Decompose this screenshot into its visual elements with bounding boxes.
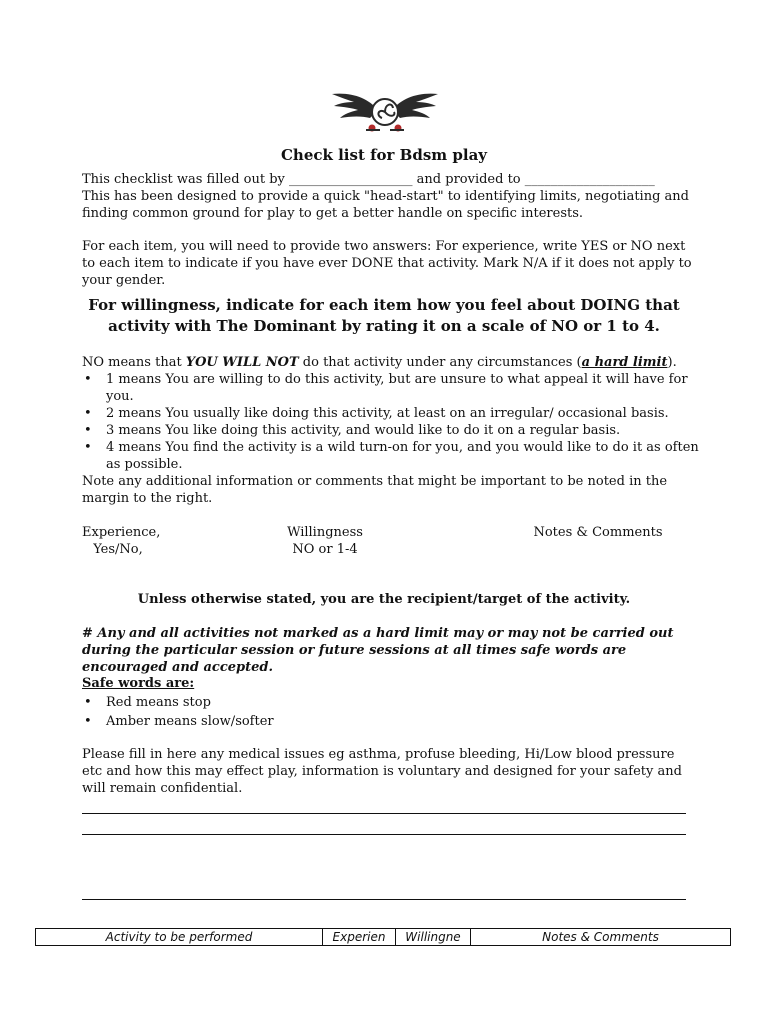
answers-paragraph: For each item, you will need to provide two answers: For experience, write YES or NO next to each item to indicate if you have ever DONE that activity. Mark N/A if it does not apply to your gender. [82, 239, 692, 288]
experience-header-cell: Experien [323, 929, 396, 945]
list-item: • Red means stop [106, 693, 716, 712]
scale-list [82, 371, 716, 473]
willingness-column-label [280, 524, 370, 558]
activity-table-header [35, 928, 731, 946]
list-item: • Amber means slow/softer [106, 712, 716, 731]
medical-answer-line[interactable] [82, 899, 686, 900]
safe-words-list [82, 693, 716, 731]
no-means-text: ). [667, 355, 677, 370]
medical-answer-line[interactable] [82, 813, 686, 814]
experience-column-label [82, 524, 161, 558]
hard-limit-term: a hard limit [581, 355, 668, 370]
intro-text: and provided to [412, 172, 525, 187]
column-label-line: Yes/No, [93, 542, 143, 557]
column-label-line: Experience, [82, 525, 161, 540]
filled-by-blank[interactable]: ___________________ [289, 172, 413, 187]
list-item: • 1 means You are willing to do this activity, but are unsure to what appeal it will have for you. [106, 371, 716, 405]
recipient-line: Unless otherwise stated, you are the recipient/target of the activity. [137, 592, 631, 607]
activity-header-cell: Activity to be performed [36, 929, 323, 945]
note-paragraph: Note any additional information or comments that might be important to be noted in the margin to the right. [82, 474, 668, 506]
no-means-line [82, 354, 692, 371]
notes-column-label: Notes & Comments [533, 525, 663, 540]
winged-triskelion-logo [330, 88, 440, 138]
medical-answer-line[interactable] [82, 834, 686, 835]
column-label-line: NO or 1-4 [292, 542, 358, 557]
medical-paragraph: Please fill in here any medical issues eg asthma, profuse bleeding, Hi/Low blood pressure etc and how this may effect play, information is voluntary and designed for your safety and will remain confidential. [82, 747, 682, 796]
hard-limit-note: # Any and all activities not marked as a hard limit may or may not be carried out during the particular session or future sessions at all times safe words are encouraged and accepted. [82, 626, 674, 675]
willingness-paragraph: For willingness, indicate for each item how you feel about DOING that activity with The Dominant by rating it on a scale of NO or 1 to 4. [88, 296, 680, 335]
notes-header-cell: Notes & Comments [542, 930, 659, 944]
list-item: • 4 means You find the activity is a wild turn-on for you, and you would like to do it as often as possible. [106, 439, 716, 473]
provided-to-blank[interactable]: ____________________ [524, 172, 655, 187]
document-title: Check list for Bdsm play [280, 146, 488, 164]
no-means-text: NO means that [82, 355, 186, 370]
intro-paragraph [82, 171, 692, 222]
column-label-line: Willingness [287, 525, 363, 540]
safe-words-title: Safe words are: [82, 676, 195, 691]
will-not-emphasis: YOU WILL NOT [185, 355, 299, 370]
intro-text: This checklist was filled out by [82, 172, 290, 187]
no-means-text: do that activity under any circumstances ( [298, 355, 582, 370]
list-item: • 3 means You like doing this activity, and would like to do it on a regular basis. [106, 422, 716, 439]
list-item: • 2 means You usually like doing this activity, at least on an irregular/ occasional basis. [106, 405, 716, 422]
willingness-header-cell: Willingne [396, 929, 471, 945]
intro-text: This has been designed to provide a quick "head-start" to identifying limits, negotiating and finding common ground for play to get a better handle on specific interests. [82, 189, 689, 221]
